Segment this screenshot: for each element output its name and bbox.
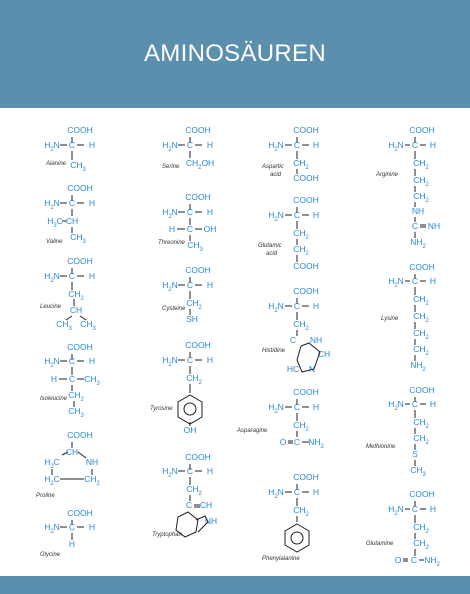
atom-label: COOH	[185, 125, 211, 135]
atom-label: $CH_2$	[293, 420, 309, 433]
atom-label: H	[68, 539, 76, 549]
atom-label: $CH_2$	[293, 319, 309, 332]
atom-label: COOH	[185, 452, 211, 462]
atom-label: $H_2N$	[388, 399, 404, 412]
atom-label: COOH	[67, 342, 93, 352]
molecule-name: Glycine	[40, 552, 61, 558]
atom-label: OH	[183, 425, 197, 435]
atom-label: S	[412, 449, 418, 459]
atom-label: $CH_2$	[413, 344, 429, 357]
molecule-name: Proline	[36, 493, 55, 499]
atom-label: $H_2N$	[162, 280, 178, 293]
atom-label: NH	[411, 206, 425, 216]
atom-label: C	[68, 374, 76, 384]
atom-label: $H_2C$	[44, 474, 60, 487]
atom-label: $CH_2$	[293, 244, 309, 257]
atom-label: $H_2N$	[44, 271, 60, 284]
atom-label: $CH_2$	[413, 328, 429, 341]
molecule-valine	[44, 183, 95, 245]
atom-label: $CH_2$	[293, 228, 309, 241]
atom-label: C	[293, 402, 301, 412]
molecule-serine	[162, 125, 214, 171]
atom-label: $CH_3$	[187, 240, 203, 253]
amino-acid-chart	[0, 108, 470, 576]
atom-label: H	[206, 140, 214, 150]
atom-label: OH	[203, 224, 217, 234]
atom-label: H	[206, 207, 214, 217]
atom-label: H	[88, 198, 96, 208]
atom-label: $CH_2$	[186, 298, 202, 311]
atom-label: $CH_2$	[413, 158, 429, 171]
atom-label: COOH	[293, 195, 319, 205]
atom-label: $H_2N$	[268, 140, 284, 153]
atom-label: C	[185, 500, 193, 510]
atom-label: $H_2N$	[162, 466, 178, 479]
atom-label: H	[206, 355, 214, 365]
atom-label: $CH_3$	[80, 319, 96, 332]
atom-label: C	[293, 437, 301, 447]
footer-bar	[0, 576, 470, 594]
atom-label: $H_2N$	[44, 198, 60, 211]
atom-label: C	[186, 224, 194, 234]
atom-label: C	[186, 466, 194, 476]
atom-label: COOH	[67, 183, 93, 193]
atom-label: $NH_2$	[410, 360, 426, 373]
atom-label: $NH_2$	[410, 237, 426, 250]
atom-label: H	[312, 140, 320, 150]
molecule-name: Tryptophan	[152, 532, 182, 538]
atom-label: H	[206, 466, 214, 476]
atom-label: $CH_2OH$	[185, 158, 215, 171]
atom-label: NH	[204, 516, 218, 526]
atom-label: $CH_2$	[413, 175, 429, 188]
molecule-alanine	[44, 125, 95, 173]
atom-label: $NH_2$	[424, 555, 440, 568]
atom-label: H	[429, 140, 437, 150]
atom-label: $H_2N$	[268, 402, 284, 415]
atom-label: $CH_2$	[293, 158, 309, 171]
atom-label: H	[312, 301, 320, 311]
atom-label: C	[68, 271, 76, 281]
atom-label: H	[429, 276, 437, 286]
benzene-ring	[285, 524, 309, 552]
benzene-ring	[178, 395, 202, 424]
atom-label: CH	[65, 447, 79, 457]
atom-label: $H_2N$	[162, 140, 178, 153]
atom-label: C	[68, 140, 76, 150]
atom-label: $H_3C$	[47, 216, 63, 229]
atom-label: $CH_2$	[293, 505, 309, 518]
atom-label: $CH_2$	[413, 311, 429, 324]
atom-label: COOH	[293, 387, 319, 397]
atom-label: $H_2N$	[388, 504, 404, 517]
atom-label: $H_2N$	[44, 356, 60, 369]
atom-label: COOH	[293, 286, 319, 296]
atom-label: H	[50, 374, 58, 384]
aromatic-circle	[184, 403, 196, 415]
atom-label: COOH	[67, 430, 93, 440]
atom-label: COOH	[185, 192, 211, 202]
molecule-tyrosine	[150, 340, 213, 435]
atom-label: C	[411, 504, 419, 514]
atom-label: COOH	[293, 261, 319, 271]
atom-label: H	[88, 522, 96, 532]
atom-label: COOH	[293, 125, 319, 135]
atom-label: $H_2N$	[388, 276, 404, 289]
atom-label: C	[68, 522, 76, 532]
molecule-threonine	[158, 192, 216, 253]
atom-label: $NH_2$	[308, 437, 324, 450]
atom-label: H	[88, 140, 96, 150]
molecule-name: Asparagine	[237, 428, 268, 434]
molecule-glutamic-acid	[258, 195, 319, 271]
atom-label: $CH_3$	[70, 160, 86, 173]
atom-label: $CH_2$	[186, 484, 202, 497]
molecule-name: Histidine	[262, 348, 286, 354]
atom-label: O	[279, 437, 287, 447]
molecule-methionine	[366, 385, 436, 478]
molecule-name: Phenylalanine	[262, 556, 300, 562]
molecule-name: Threonine	[158, 240, 186, 246]
header-banner	[0, 0, 470, 108]
atom-label: COOH	[67, 125, 93, 135]
molecule-name: Alanine	[46, 161, 67, 167]
atom-label: HC	[286, 364, 300, 374]
atom-label: $H_2N$	[44, 522, 60, 535]
molecule-glycine	[40, 508, 95, 558]
molecule-name: Glutamic acid	[258, 243, 282, 257]
atom-label: H	[312, 210, 320, 220]
atom-label: NH	[309, 335, 323, 345]
atom-label: NH	[427, 221, 441, 231]
molecule-name: Glutamine	[366, 541, 394, 547]
atom-label: C	[293, 487, 301, 497]
atom-label: C	[410, 555, 418, 565]
atom-label: C	[186, 355, 194, 365]
atom-label: H	[429, 504, 437, 514]
atom-label: NH	[85, 457, 99, 467]
atom-label: $H_2N$	[162, 207, 178, 220]
atom-label: C	[186, 140, 194, 150]
atom-label: C	[293, 301, 301, 311]
atom-label: $H_2N$	[44, 140, 60, 153]
atom-label: $CH_2$	[413, 417, 429, 430]
atom-label: C	[186, 280, 194, 290]
atom-label: $H_2N$	[388, 140, 404, 153]
atom-label: $CH_2$	[413, 522, 429, 535]
molecule-name: Aspartic acid	[262, 164, 284, 178]
atom-label: CH	[317, 349, 331, 359]
atom-label: C	[411, 221, 419, 231]
molecule-name: Cysteine	[162, 306, 186, 312]
molecule-name: Valine	[46, 239, 63, 245]
atom-label: C	[293, 140, 301, 150]
molecule-histidine	[262, 286, 330, 374]
atom-label: $CH_2$	[68, 289, 84, 302]
atom-label: $H_2C$	[44, 457, 60, 470]
atom-label: COOH	[67, 508, 93, 518]
atom-label: $H_2N$	[268, 487, 284, 500]
bond-line	[78, 452, 86, 458]
molecule-name: Methionine	[366, 444, 396, 450]
atom-label: C	[411, 399, 419, 409]
atom-label: $CH_2$	[84, 474, 100, 487]
atom-label: H	[312, 402, 320, 412]
atom-label: $CH_3$	[68, 406, 84, 419]
atom-label: $CH_2$	[413, 191, 429, 204]
molecule-lysine	[381, 262, 436, 373]
atom-label: $CH_2$	[68, 390, 84, 403]
molecule-cysteine	[162, 265, 213, 324]
atom-label: $CH_2$	[186, 373, 202, 386]
atom-label: COOH	[293, 173, 319, 183]
molecule-arginine	[375, 125, 440, 250]
atom-label: COOH	[185, 340, 211, 350]
molecule-glutamine	[366, 489, 440, 568]
atom-label: $CH_2$	[413, 433, 429, 446]
molecule-name: Leucine	[40, 304, 62, 310]
atom-label: COOH	[409, 262, 435, 272]
atom-label: C	[293, 210, 301, 220]
atom-label: COOH	[409, 489, 435, 499]
atom-label: $CH_2$	[413, 538, 429, 551]
aromatic-circle	[291, 532, 303, 544]
atom-label: $CH_3$	[56, 319, 72, 332]
atom-label: H	[88, 356, 96, 366]
molecule-leucine	[40, 256, 96, 332]
molecule-name: Isoleucine	[40, 396, 68, 402]
atom-label: COOH	[67, 256, 93, 266]
molecule-aspartic-acid	[261, 125, 319, 183]
atom-label: $H_2N$	[162, 355, 178, 368]
atom-label: H	[206, 280, 214, 290]
atom-label: C	[186, 207, 194, 217]
molecule-name: Serine	[162, 164, 180, 170]
molecule-isoleucine	[40, 342, 100, 419]
atom-label: $CH_3$	[410, 465, 426, 478]
atom-label: H	[88, 271, 96, 281]
atom-label: C	[68, 356, 76, 366]
atom-label: H	[168, 224, 176, 234]
atom-label: COOH	[409, 385, 435, 395]
atom-label: SH	[186, 314, 198, 324]
atom-label: $H_2N$	[268, 301, 284, 314]
atom-label: N	[308, 364, 316, 374]
atom-label: $CH_3$	[84, 374, 100, 387]
atom-label: COOH	[293, 472, 319, 482]
page-title: AMINOSÄUREN	[144, 40, 326, 67]
atom-label: C	[289, 335, 297, 345]
atom-label: CH	[69, 305, 83, 315]
atom-label: C	[411, 140, 419, 150]
atom-label: $CH_3$	[70, 232, 86, 245]
atom-label: C	[68, 198, 76, 208]
molecule-name: Arginine	[376, 172, 399, 178]
molecule-asparagine	[236, 387, 324, 450]
atom-label: COOH	[409, 125, 435, 135]
molecule-name: Tyrosine	[150, 406, 173, 412]
atom-label: C	[411, 276, 419, 286]
atom-label: H	[312, 487, 320, 497]
molecule-tryptophan	[152, 452, 217, 538]
atom-label: O	[394, 555, 402, 565]
atom-label: CH	[65, 216, 79, 226]
atom-label: $H_2N$	[268, 210, 284, 223]
atom-label: COOH	[185, 265, 211, 275]
atom-label: $CH_2$	[413, 294, 429, 307]
atom-label: CH	[199, 500, 213, 510]
atom-label: H	[429, 399, 437, 409]
molecule-proline	[36, 430, 100, 499]
molecule-name: Lysine	[381, 316, 399, 322]
